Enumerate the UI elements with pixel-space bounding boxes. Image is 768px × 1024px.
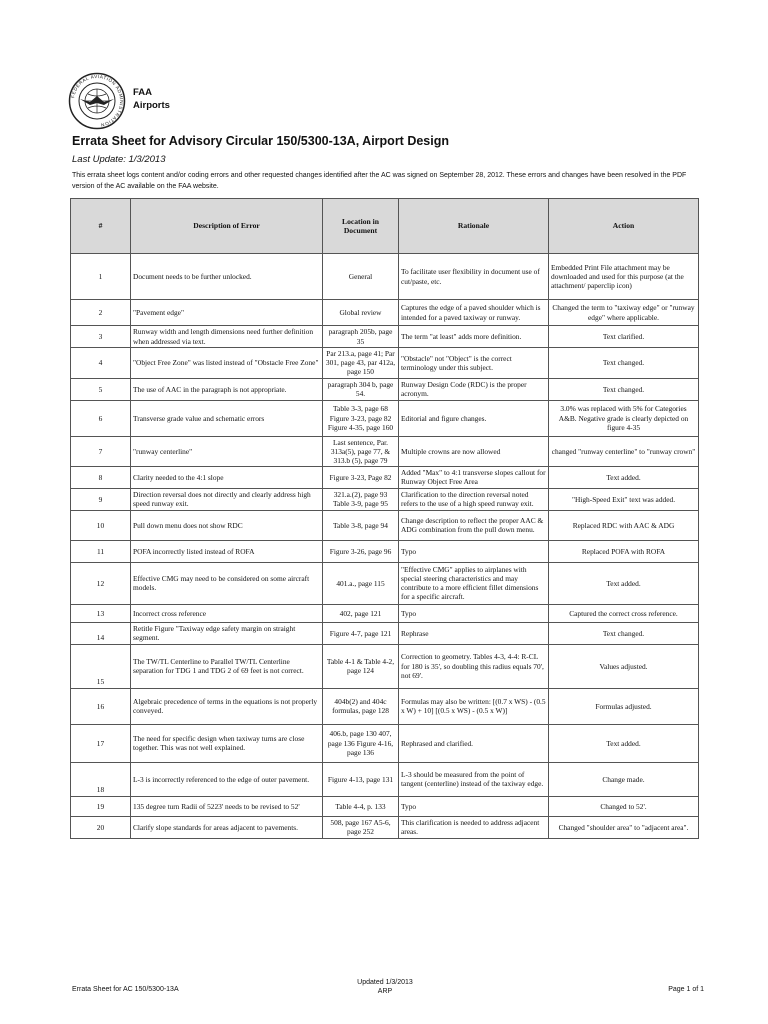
table-row xyxy=(71,510,699,540)
table-row xyxy=(71,644,699,688)
faa-seal-logo xyxy=(68,72,126,130)
row-number: 13 xyxy=(71,604,131,622)
rationale: Editorial and figure changes. xyxy=(399,400,549,436)
table-row xyxy=(71,254,699,300)
intro-paragraph: This errata sheet logs content and/or coding errors and other requested changes identified after the AC was signed on September 28, 2012. These errors and changes have been resolved in the PDF version of the AC available on the FAA website. xyxy=(72,172,687,190)
action: Text changed. xyxy=(549,622,699,644)
error-description: Transverse grade value and schematic errors xyxy=(131,400,323,436)
org-line-faa: FAA xyxy=(133,87,152,98)
table-row xyxy=(71,796,699,816)
footer-updated-date: Updated 1/3/2013 xyxy=(357,979,413,986)
document-location: 401.a., page 115 xyxy=(323,562,399,604)
rationale: Multiple crowns are now allowed xyxy=(399,436,549,467)
action: Formulas adjusted. xyxy=(549,688,699,724)
document-location: 402, page 121 xyxy=(323,604,399,622)
error-description: Runway width and length dimensions need further definition when addressed via text. xyxy=(131,326,323,348)
error-description: The use of AAC in the paragraph is not appropriate. xyxy=(131,378,323,400)
document-location: Table 4-1 & Table 4-2, page 124 xyxy=(323,644,399,688)
rationale: L-3 should be measured from the point of tangent (centerline) instead of the taxiway edge. xyxy=(399,762,549,796)
column-header-number: # xyxy=(71,199,131,254)
error-description: Direction reversal does not directly and clearly address high speed runway exit. xyxy=(131,488,323,510)
row-number: 4 xyxy=(71,348,131,379)
rationale: Change description to reflect the proper AAC & ADG combination from the pull down menu. xyxy=(399,510,549,540)
column-header-rationale: Rationale xyxy=(399,199,549,254)
document-location: Figure 4-7, page 121 xyxy=(323,622,399,644)
error-description: Pull down menu does not show RDC xyxy=(131,510,323,540)
table-row xyxy=(71,688,699,724)
row-number: 5 xyxy=(71,378,131,400)
row-number: 11 xyxy=(71,540,131,562)
rationale: The term "at least" adds more definition. xyxy=(399,326,549,348)
row-number: 1 xyxy=(71,254,131,300)
document-location: Table 4-4, p. 133 xyxy=(323,796,399,816)
action: Text clarified. xyxy=(549,326,699,348)
table-row xyxy=(71,436,699,467)
error-description: Clarify slope standards for areas adjacent to pavements. xyxy=(131,816,323,838)
row-number: 7 xyxy=(71,436,131,467)
document-location: Par 213.a, page 41; Par 301, page 43, par 412a, page 150 xyxy=(323,348,399,379)
action: Replaced RDC with AAC & ADG xyxy=(549,510,699,540)
error-description: "runway centerline" xyxy=(131,436,323,467)
column-header-action: Action xyxy=(549,199,699,254)
rationale: Added "Max" to 4:1 transverse slopes callout for Runway Object Free Area xyxy=(399,467,549,488)
column-header-location: Location in Document xyxy=(323,199,399,254)
rationale: This clarification is needed to address adjacent areas. xyxy=(399,816,549,838)
document-title: Errata Sheet for Advisory Circular 150/5300-13A, Airport Design xyxy=(72,134,449,148)
error-description: Effective CMG may need to be considered on some aircraft models. xyxy=(131,562,323,604)
rationale: Runway Design Code (RDC) is the proper acronym. xyxy=(399,378,549,400)
table-row xyxy=(71,562,699,604)
document-location: 404b(2) and 404c formulas, page 128 xyxy=(323,688,399,724)
error-description: The need for specific design when taxiway turns are close together. This was not well explained. xyxy=(131,724,323,762)
document-location: Global review xyxy=(323,300,399,326)
error-description: L-3 is incorrectly referenced to the edge of outer pavement. xyxy=(131,762,323,796)
document-location: paragraph 205b, page 35 xyxy=(323,326,399,348)
document-location: 406.b, page 130 407, page 136 Figure 4-16, page 136 xyxy=(323,724,399,762)
error-description: Clarity needed to the 4:1 slope xyxy=(131,467,323,488)
error-description: The TW/TL Centerline to Parallel TW/TL Centerline separation for TDG 1 and TDG 2 of 69 feet is not correct. xyxy=(131,644,323,688)
rationale: Typo xyxy=(399,604,549,622)
rationale: Typo xyxy=(399,540,549,562)
row-number: 3 xyxy=(71,326,131,348)
table-row xyxy=(71,604,699,622)
document-location: General xyxy=(323,254,399,300)
row-number: 14 xyxy=(71,622,131,644)
table-row xyxy=(71,724,699,762)
rationale: Rephrase xyxy=(399,622,549,644)
action: Replaced POFA with ROFA xyxy=(549,540,699,562)
row-number: 18 xyxy=(71,762,131,796)
footer-office: ARP xyxy=(377,988,393,995)
document-location: Figure 3-23, Page 82 xyxy=(323,467,399,488)
error-description: Document needs to be further unlocked. xyxy=(131,254,323,300)
document-location: Table 3-3, page 68 Figure 3-23, page 82 Figure 4-35, page 160 xyxy=(323,400,399,436)
row-number: 6 xyxy=(71,400,131,436)
row-number: 15 xyxy=(71,644,131,688)
document-location: 321.a.(2), page 93 Table 3-9, page 95 xyxy=(323,488,399,510)
footer-update-block xyxy=(350,978,420,996)
error-description: "Pavement edge" xyxy=(131,300,323,326)
column-header-description: Description of Error xyxy=(131,199,323,254)
footer-document-name: Errata Sheet for AC 150/5300-13A xyxy=(72,986,179,993)
row-number: 10 xyxy=(71,510,131,540)
rationale: Clarification to the direction reversal noted refers to the use of a high speed runway exit. xyxy=(399,488,549,510)
footer-page-number: Page 1 of 1 xyxy=(668,986,704,993)
table-row xyxy=(71,816,699,838)
table-row xyxy=(71,467,699,488)
action: "High-Speed Exit" text was added. xyxy=(549,488,699,510)
table-row xyxy=(71,622,699,644)
error-description: Incorrect cross reference xyxy=(131,604,323,622)
row-number: 8 xyxy=(71,467,131,488)
row-number: 19 xyxy=(71,796,131,816)
action: Text changed. xyxy=(549,348,699,379)
document-location: Figure 4-13, page 131 xyxy=(323,762,399,796)
error-description: POFA incorrectly listed instead of ROFA xyxy=(131,540,323,562)
seal-text: FEDERAL AVIATION ADMINISTRATION xyxy=(70,73,125,128)
action: Text changed. xyxy=(549,378,699,400)
table-row xyxy=(71,488,699,510)
rationale: Rephrased and clarified. xyxy=(399,724,549,762)
row-number: 16 xyxy=(71,688,131,724)
action: changed "runway centerline" to "runway crown" xyxy=(549,436,699,467)
error-description: Algebraic precedence of terms in the equations is not properly conveyed. xyxy=(131,688,323,724)
row-number: 12 xyxy=(71,562,131,604)
action: Changed to 52'. xyxy=(549,796,699,816)
action: Change made. xyxy=(549,762,699,796)
error-description: "Object Free Zone" was listed instead of "Obstacle Free Zone" xyxy=(131,348,323,379)
row-number: 2 xyxy=(71,300,131,326)
table-header-row xyxy=(71,199,699,254)
document-location: Last sentence, Par. 313a(5), page 77, & 313.b (5), page 79 xyxy=(323,436,399,467)
row-number: 17 xyxy=(71,724,131,762)
action: Text added. xyxy=(549,467,699,488)
table-row xyxy=(71,400,699,436)
action: Text added. xyxy=(549,724,699,762)
action: Captured the correct cross reference. xyxy=(549,604,699,622)
document-location: paragraph 304 b, page 54. xyxy=(323,378,399,400)
rationale: To facilitate user flexibility in document use of cut/paste, etc. xyxy=(399,254,549,300)
document-location: Figure 3-26, page 96 xyxy=(323,540,399,562)
row-number: 9 xyxy=(71,488,131,510)
rationale: "Obstacle" not "Object" is the correct terminology under this subject. xyxy=(399,348,549,379)
table-row xyxy=(71,762,699,796)
row-number: 20 xyxy=(71,816,131,838)
action: Embedded Print File attachment may be downloaded and used for this purpose (at the attachment/ paperclip icon) xyxy=(549,254,699,300)
table-row xyxy=(71,540,699,562)
rationale: Captures the edge of a paved shoulder which is intended for a paved taxiway or runway. xyxy=(399,300,549,326)
rationale: Formulas may also be written: [(0.7 x WS) - (0.5 x W) + 10] [(0.5 x WS) - (0.5 x W)] xyxy=(399,688,549,724)
document-location: Table 3-8, page 94 xyxy=(323,510,399,540)
action: Changed "shoulder area" to "adjacent area". xyxy=(549,816,699,838)
rationale: Correction to geometry. Tables 4-3, 4-4: R-CL for 180 is 35', so doubling this radius equals 70', not 69'. xyxy=(399,644,549,688)
table-row xyxy=(71,300,699,326)
rationale: Typo xyxy=(399,796,549,816)
action: Values adjusted. xyxy=(549,644,699,688)
errata-table xyxy=(70,198,699,839)
action: Text added. xyxy=(549,562,699,604)
organization-label xyxy=(133,86,170,112)
table-row xyxy=(71,348,699,379)
error-description: 135 degree turn Radii of 5223' needs to be revised to 52' xyxy=(131,796,323,816)
table-row xyxy=(71,326,699,348)
action: Changed the term to "taxiway edge" or "runway edge" where applicable. xyxy=(549,300,699,326)
org-line-airports: Airports xyxy=(133,100,170,111)
error-description: Retitle Figure "Taxiway edge safety margin on straight segment. xyxy=(131,622,323,644)
action: 3.0% was replaced with 5% for Categories A&B. Negative grade is clearly depicted on figure 4-35 xyxy=(549,400,699,436)
rationale: "Effective CMG" applies to airplanes with special steering characteristics and may contribute to a more efficient fillet dimensions for a specific aircraft. xyxy=(399,562,549,604)
last-update: Last Update: 1/3/2013 xyxy=(72,154,166,165)
document-location: 508, page 167 A5-6, page 252 xyxy=(323,816,399,838)
table-row xyxy=(71,378,699,400)
